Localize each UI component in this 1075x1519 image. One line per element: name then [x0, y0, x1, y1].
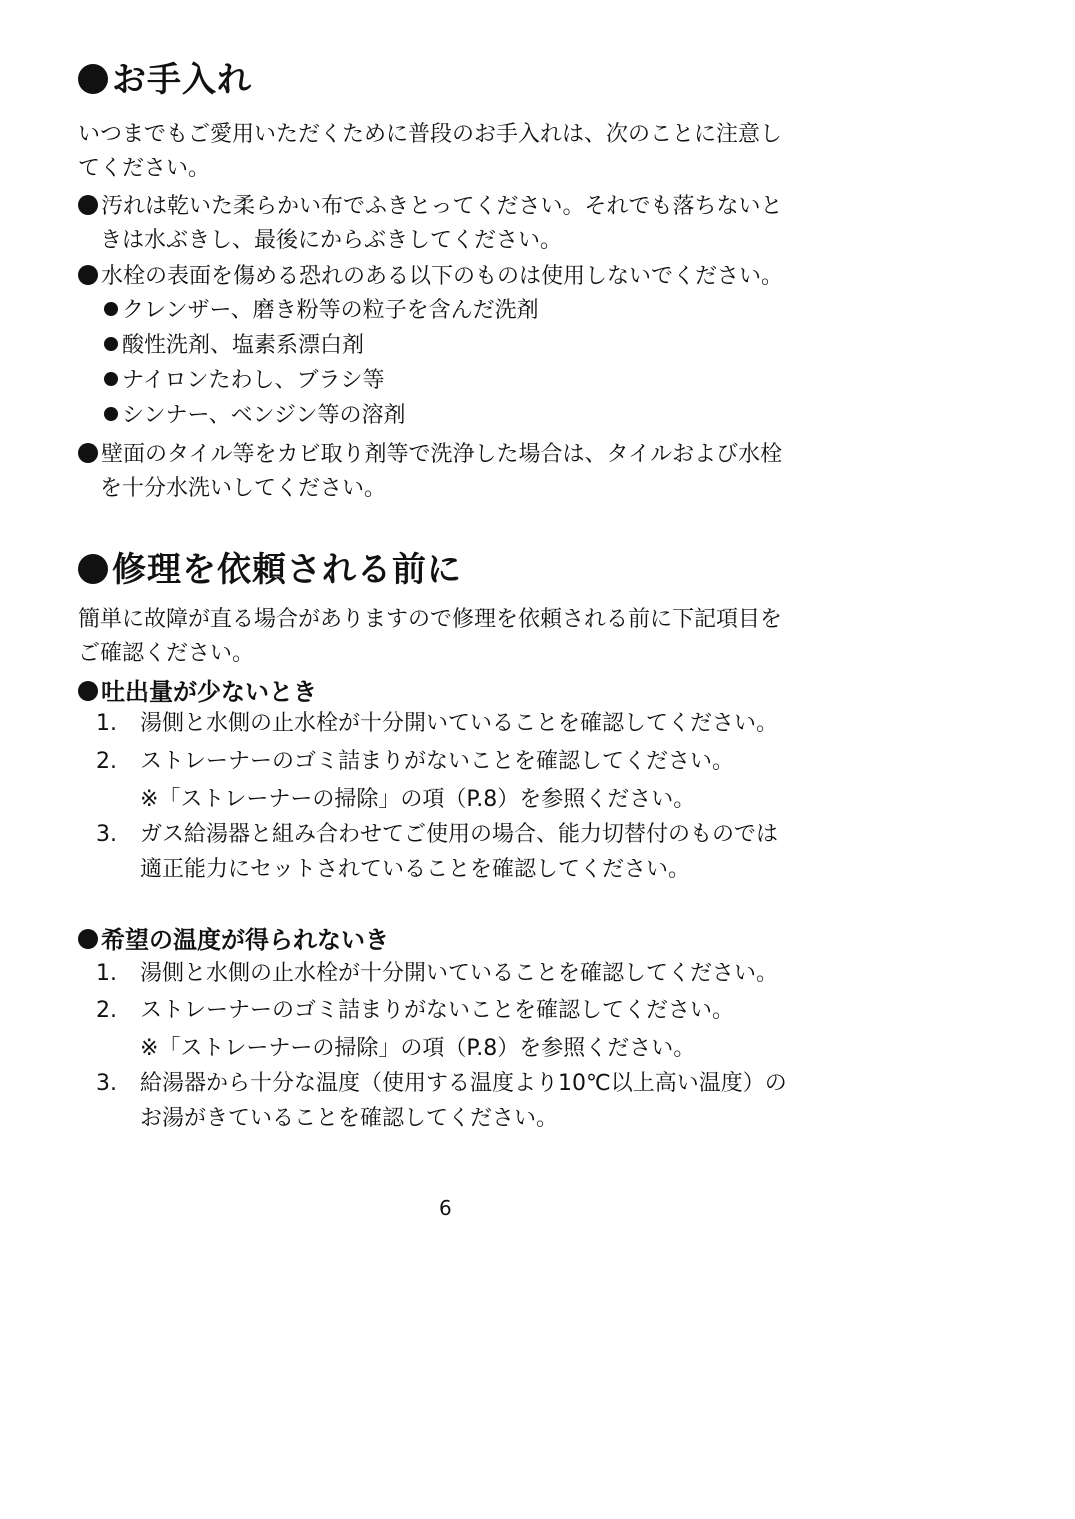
section2-item3-cont: お湯がきていることを確認してください。 — [140, 1106, 559, 1131]
sub-bullet-dot-icon — [104, 337, 118, 351]
section2-note: ※「ストレーナーの掃除」の項（P.8）を参照ください。 — [140, 1036, 696, 1061]
repair-title: 修理を依頼される前に — [78, 542, 462, 591]
care-title: お手入れ — [78, 52, 252, 101]
bullet-dot-icon — [78, 265, 98, 285]
care-subitem: 酸性洗剤、塩素系漂白剤 — [104, 329, 364, 363]
section1-heading: 吐出量が少ないとき — [78, 672, 317, 707]
bullet-dot-icon — [78, 681, 98, 701]
sub-bullet-dot-icon — [104, 372, 118, 386]
bullet-dot-icon — [78, 929, 98, 949]
bullet-dot-icon — [78, 443, 98, 463]
section2-item1: 1. 湯側と水側の止水栓が十分開いていることを確認してください。 — [96, 961, 779, 986]
section1-item2: 2. ストレーナーのゴミ詰まりがないことを確認してください。 — [96, 749, 735, 774]
care-subitem: ナイロンたわし、ブラシ等 — [104, 364, 384, 398]
section1-note: ※「ストレーナーの掃除」の項（P.8）を参照ください。 — [140, 787, 696, 812]
section1-item3: 3. ガス給湯器と組み合わせてご使用の場合、能力切替付のものでは — [96, 822, 779, 847]
repair-intro-line1: 簡単に故障が直る場合がありますので修理を依頼される前に下記項目を — [78, 607, 783, 632]
care-bullet3: 壁面のタイル等をカビ取り剤等で洗浄した場合は、タイルおよび水栓 — [78, 438, 782, 472]
sub-bullet-dot-icon — [104, 302, 118, 316]
section1-item1: 1. 湯側と水側の止水栓が十分開いていることを確認してください。 — [96, 711, 779, 736]
care-bullet1-cont: きは水ぶきし、最後にからぶきしてください。 — [100, 228, 563, 253]
section1-item3-cont: 適正能力にセットされていることを確認してください。 — [140, 857, 691, 882]
bullet-dot-icon — [78, 554, 108, 584]
care-bullet1: 汚れは乾いた柔らかい布でふきとってください。それでも落ちないと — [78, 190, 783, 224]
section2-heading: 希望の温度が得られないき — [78, 920, 389, 955]
bullet-dot-icon — [78, 195, 98, 215]
section2-item2: 2. ストレーナーのゴミ詰まりがないことを確認してください。 — [96, 998, 735, 1023]
care-bullet3-cont: を十分水洗いしてください。 — [100, 476, 387, 501]
section2-item3: 3. 給湯器から十分な温度（使用する温度より10℃以上高い温度）の — [96, 1071, 787, 1096]
repair-intro-line2: ご確認ください。 — [78, 641, 255, 666]
care-subitem: シンナー、ベンジン等の溶剤 — [104, 399, 405, 433]
care-subitem: クレンザー、磨き粉等の粒子を含んだ洗剤 — [104, 294, 539, 328]
care-intro-line2: てください。 — [78, 156, 211, 181]
sub-bullet-dot-icon — [104, 407, 118, 421]
page-number: 6 — [439, 1196, 452, 1220]
bullet-dot-icon — [78, 64, 108, 94]
care-bullet2: 水栓の表面を傷める恐れのある以下のものは使用しないでください。 — [78, 260, 783, 294]
care-intro-line1: いつまでもご愛用いただくために普段のお手入れは、次のことに注意し — [78, 122, 783, 147]
